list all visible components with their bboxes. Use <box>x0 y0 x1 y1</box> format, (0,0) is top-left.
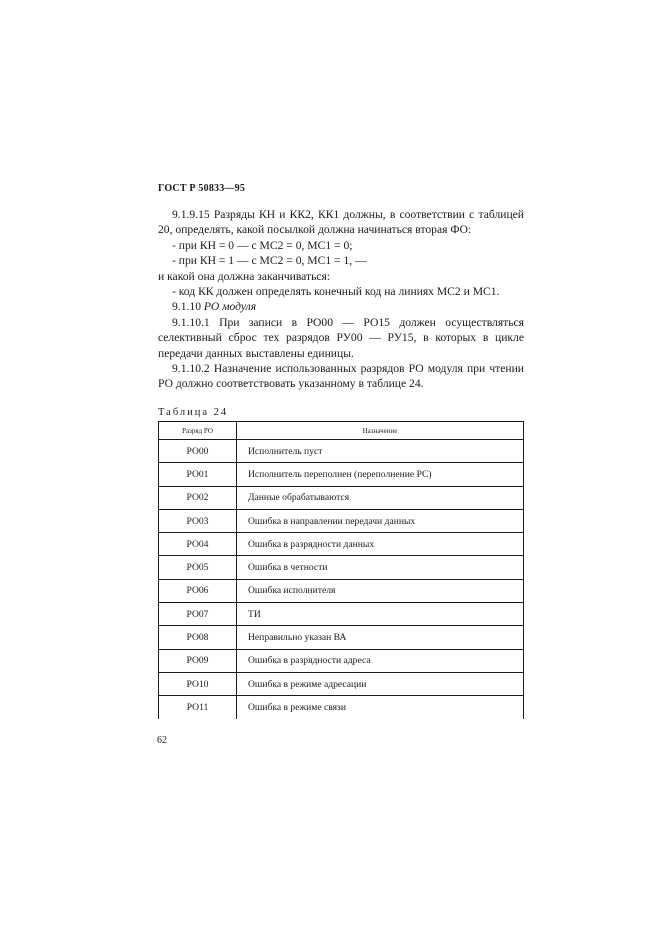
table-row <box>159 603 524 626</box>
paragraph-9-1-10-1: 9.1.10.1 При записи в РО00 — РО15 должен осуществляться селективный сброс тех разрядов РУ00 — РУ15, в которых в цикле передачи данных выставлены единицы. <box>158 315 524 360</box>
row-purpose: Ошибка исполнителя <box>237 579 524 602</box>
table-row <box>159 672 524 695</box>
table-header-row <box>159 422 524 440</box>
row-code: РО07 <box>159 603 237 626</box>
table-row <box>159 440 524 463</box>
row-purpose: Исполнитель пуст <box>237 440 524 463</box>
row-purpose: Ошибка в четности <box>237 556 524 579</box>
body-text <box>158 207 524 392</box>
paragraph-end-condition: и какой она должна заканчиваться: <box>158 269 331 283</box>
row-purpose: ТИ <box>237 603 524 626</box>
row-code: РО11 <box>159 696 237 719</box>
section-number: 9.1.10 <box>172 300 201 314</box>
table-row <box>159 533 524 556</box>
row-code: РО09 <box>159 649 237 672</box>
header-purpose-column: Назначение <box>237 422 524 440</box>
paragraph-kn-0: - при КН = 0 — с МС2 = 0, МС1 = 0; <box>172 238 353 252</box>
table-caption: Таблица 24 <box>158 407 229 418</box>
row-code: РО01 <box>159 463 237 486</box>
table-row <box>159 696 524 719</box>
row-purpose: Неправильно указан ВА <box>237 626 524 649</box>
row-purpose: Ошибка в разрядности адреса <box>237 649 524 672</box>
row-purpose: Ошибка в режиме адресации <box>237 672 524 695</box>
paragraph-kk-code: - код КК должен определять конечный код на линиях МС2 и МС1. <box>172 285 500 299</box>
page-number: 62 <box>157 735 167 746</box>
row-purpose: Ошибка в направлении передачи данных <box>237 509 524 532</box>
table-row <box>159 579 524 602</box>
paragraph-kn-1: - при КН = 1 — с МС2 = 0, МС1 = 1, — <box>172 254 367 268</box>
header-bit-column: Разряд РО <box>159 422 237 440</box>
table-row <box>159 486 524 509</box>
row-code: РО10 <box>159 672 237 695</box>
row-code: РО00 <box>159 440 237 463</box>
row-code: РО03 <box>159 509 237 532</box>
row-purpose: Данные обрабатываются <box>237 486 524 509</box>
table-row <box>159 509 524 532</box>
table-row <box>159 626 524 649</box>
row-purpose: Ошибка в режиме связи <box>237 696 524 719</box>
register-table <box>158 421 524 719</box>
table-row <box>159 463 524 486</box>
row-purpose: Ошибка в разрядности данных <box>237 533 524 556</box>
table-row <box>159 556 524 579</box>
paragraph-9-1-10-2: 9.1.10.2 Назначение использованных разрядов РО модуля при чтении РО должно соответствовать указанному в таблице 24. <box>158 362 524 391</box>
section-heading-9-1-10 <box>158 299 524 314</box>
row-code: РО04 <box>159 533 237 556</box>
paragraph-9-1-9-15: 9.1.9.15 Разряды КН и КК2, КК1 должны, в соответствии с таблицей 20, определять, какой посылкой должна начинаться вторая ФО: <box>158 208 524 237</box>
row-code: РО08 <box>159 626 237 649</box>
table-row <box>159 649 524 672</box>
row-purpose: Исполнитель переполнен (переполнение РС) <box>237 463 524 486</box>
document-header: ГОСТ Р 50833—95 <box>158 183 246 194</box>
row-code: РО02 <box>159 486 237 509</box>
section-title: РО модуля <box>203 300 257 314</box>
row-code: РО06 <box>159 579 237 602</box>
row-code: РО05 <box>159 556 237 579</box>
